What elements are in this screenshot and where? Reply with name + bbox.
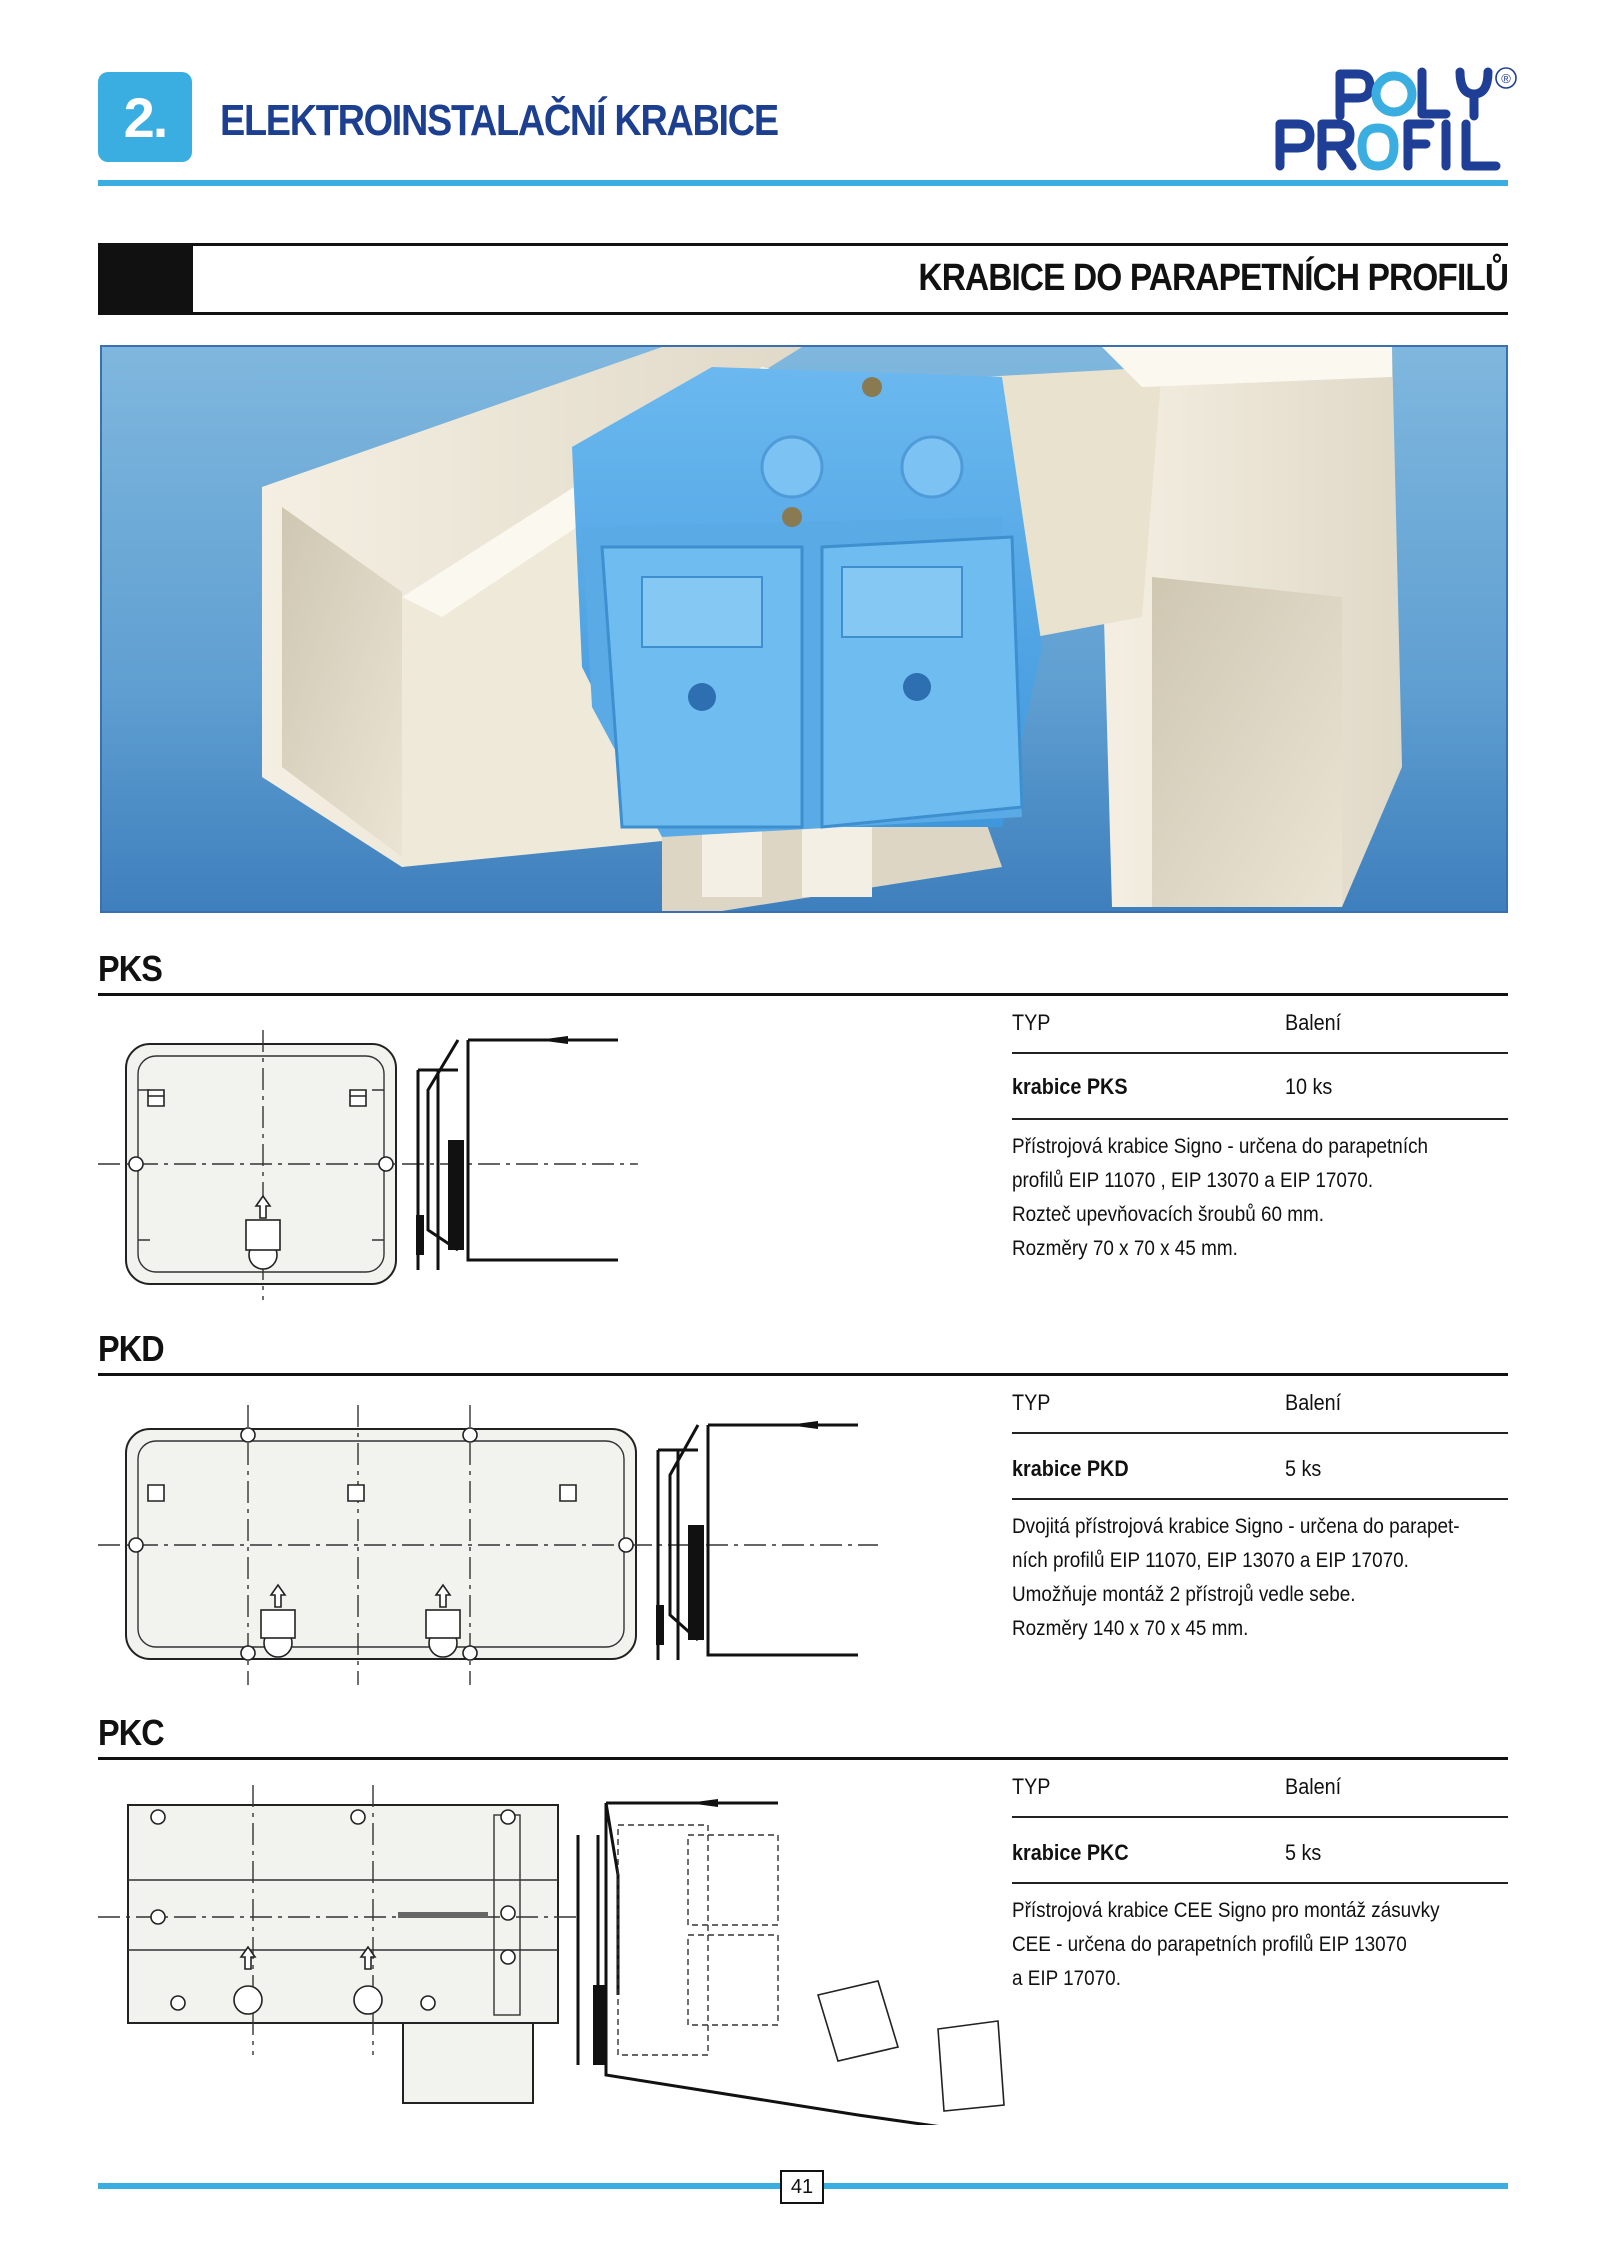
pks-product-name: krabice PKS <box>1012 1074 1128 1099</box>
pkd-product-name: krabice PKD <box>1012 1456 1129 1481</box>
description-line: Přístrojová krabice Signo - určena do parapetních <box>1012 1135 1429 1158</box>
product-rule <box>98 1757 1508 1760</box>
header-accent-rule <box>98 180 1508 186</box>
description-line: Umožňuje montáž 2 přístrojů vedle sebe. <box>1012 1583 1356 1606</box>
pks-quantity: 10 ks <box>1285 1074 1333 1099</box>
product-heading-pkc: PKC <box>98 1712 164 1753</box>
product-rule <box>98 993 1508 996</box>
pks-technical-drawing <box>98 1030 638 1300</box>
description-line: Dvojitá přístrojová krabice Signo - určena do parapet- <box>1012 1515 1460 1538</box>
pkd-description <box>1012 1510 1480 1646</box>
pks-description <box>1012 1130 1480 1266</box>
spec-rule <box>1012 1052 1508 1054</box>
pks-typ-label: TYP <box>1012 1010 1051 1035</box>
pkd-typ-label: TYP <box>1012 1390 1051 1415</box>
description-line: Rozměry 140 x 70 x 45 mm. <box>1012 1617 1249 1640</box>
page-number: 41 <box>780 2170 824 2204</box>
spec-rule <box>1012 1882 1508 1884</box>
registered-mark: ® <box>1501 71 1511 86</box>
description-line: profilů EIP 11070 , EIP 13070 a EIP 17070. <box>1012 1169 1374 1192</box>
product-heading-pkd: PKD <box>98 1328 164 1369</box>
pkc-quantity: 5 ks <box>1285 1840 1322 1865</box>
description-line: CEE - určena do parapetních profilů EIP 13070 <box>1012 1933 1407 1956</box>
product-rule <box>98 1373 1508 1376</box>
description-line: a EIP 17070. <box>1012 1967 1121 1990</box>
pkc-product-name: krabice PKC <box>1012 1840 1129 1865</box>
polyprofil-logo <box>1270 64 1520 174</box>
product-heading-pks: PKS <box>98 948 162 989</box>
section-marker-block <box>98 243 193 315</box>
spec-rule <box>1012 1118 1508 1120</box>
spec-rule <box>1012 1498 1508 1500</box>
chapter-title: ELEKTROINSTALAČNÍ KRABICE <box>220 96 778 145</box>
pkc-technical-drawing <box>98 1785 1018 2125</box>
product-photo <box>100 345 1508 913</box>
description-line: Rozteč upevňovacích šroubů 60 mm. <box>1012 1203 1325 1226</box>
pkc-baleni-label: Balení <box>1285 1774 1342 1799</box>
chapter-number-badge: 2. <box>98 72 192 162</box>
pkc-typ-label: TYP <box>1012 1774 1051 1799</box>
pkd-quantity: 5 ks <box>1285 1456 1322 1481</box>
spec-rule <box>1012 1432 1508 1434</box>
section-title-bar <box>98 243 1508 315</box>
description-line: Rozměry 70 x 70 x 45 mm. <box>1012 1237 1238 1260</box>
pkd-baleni-label: Balení <box>1285 1390 1342 1415</box>
spec-rule <box>1012 1816 1508 1818</box>
pkc-description <box>1012 1894 1480 1996</box>
description-line: ních profilů EIP 11070, EIP 13070 a EIP 17070. <box>1012 1549 1409 1572</box>
pks-baleni-label: Balení <box>1285 1010 1342 1035</box>
pkd-technical-drawing <box>98 1405 878 1685</box>
section-title: KRABICE DO PARAPETNÍCH PROFILŮ <box>918 257 1508 299</box>
description-line: Přístrojová krabice CEE Signo pro montáž zásuvky <box>1012 1899 1440 1922</box>
